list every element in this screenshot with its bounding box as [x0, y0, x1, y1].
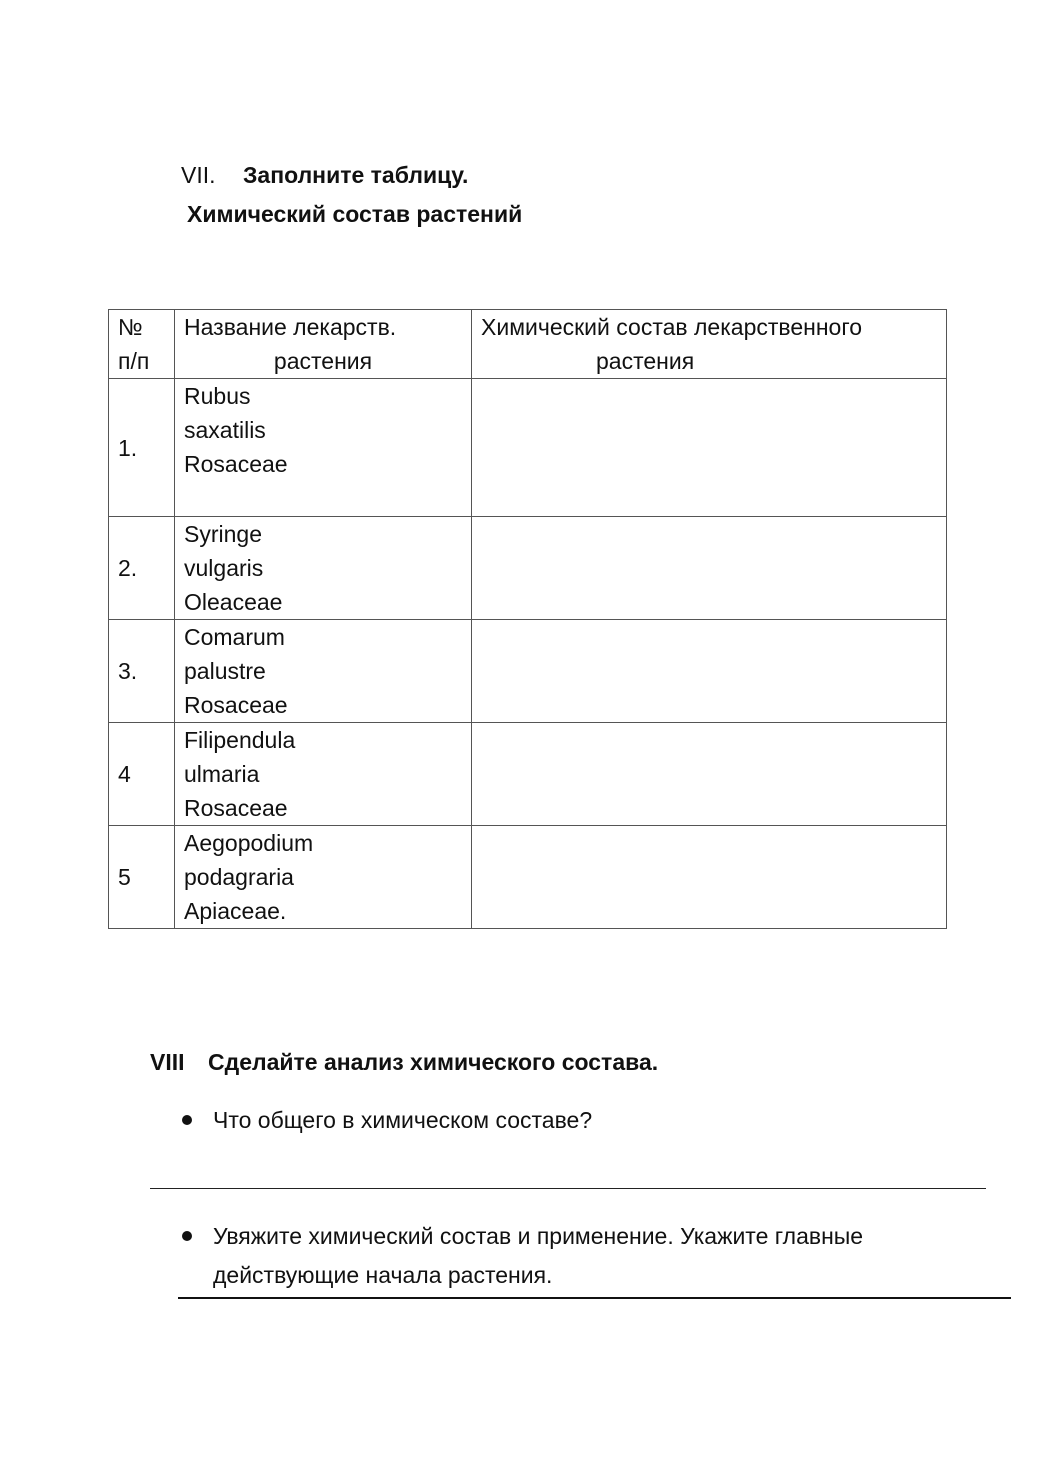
header-number-line1: № [118, 314, 143, 340]
composition-cell[interactable] [472, 517, 947, 620]
plant-name-cell [175, 723, 472, 826]
table-title: Химический состав растений [187, 201, 523, 227]
section-7-number: VII. [181, 162, 216, 188]
row-number: 5 [109, 826, 175, 929]
bullet-icon [182, 1231, 192, 1241]
header-number-line2: п/п [118, 348, 150, 374]
row-number: 1. [109, 379, 175, 517]
answer-line-1[interactable] [150, 1188, 986, 1189]
bullet-icon [182, 1115, 192, 1125]
header-composition [472, 310, 947, 379]
question-2 [182, 1217, 973, 1295]
question-1-text: Что общего в химическом составе? [213, 1107, 593, 1133]
section-8-number: VIII [150, 1049, 185, 1075]
composition-cell[interactable] [472, 379, 947, 517]
plant-species: saxatilis [184, 417, 266, 443]
row-number: 3. [109, 620, 175, 723]
plants-table [108, 309, 947, 929]
header-plant-name-line1: Название лекарств. [184, 314, 397, 340]
question-1 [182, 1101, 973, 1140]
header-composition-line1: Химический состав лекарственного [481, 314, 863, 340]
plant-family: Oleaceae [184, 589, 283, 615]
plant-name-cell [175, 517, 472, 620]
table-row [109, 517, 947, 620]
answer-line-2[interactable] [178, 1297, 1011, 1299]
plant-species: palustre [184, 658, 266, 684]
plant-species: podagraria [184, 864, 294, 890]
header-plant-name-line2: растения [273, 348, 373, 374]
table-row [109, 379, 947, 517]
section-8-heading [150, 1047, 658, 1077]
section-7-heading [181, 160, 468, 190]
plant-family: Rosaceae [184, 795, 288, 821]
section-7-instruction: Заполните таблицу. [243, 162, 469, 188]
question-2-text: Увяжите химический состав и применение. Укажите главные действующие начала растения. [213, 1223, 864, 1288]
plant-genus: Filipendula [184, 727, 296, 753]
plant-family: Rosaceae [184, 451, 288, 477]
table-row [109, 723, 947, 826]
section-8-instruction: Сделайте анализ химического состава. [208, 1049, 659, 1075]
table-row [109, 620, 947, 723]
composition-cell[interactable] [472, 723, 947, 826]
plant-species: vulgaris [184, 555, 264, 581]
table-header-row [109, 310, 947, 379]
plant-name-cell [175, 379, 472, 517]
plant-family: Apiaceae. [184, 898, 287, 924]
row-number: 2. [109, 517, 175, 620]
header-plant-name [175, 310, 472, 379]
plant-species: ulmaria [184, 761, 260, 787]
plant-genus: Comarum [184, 624, 285, 650]
plant-genus: Aegopodium [184, 830, 314, 856]
plant-genus: Rubus [184, 383, 251, 409]
header-number [109, 310, 175, 379]
composition-cell[interactable] [472, 620, 947, 723]
plant-name-cell [175, 620, 472, 723]
header-composition-line2: растения [596, 348, 695, 374]
plant-genus: Syringe [184, 521, 262, 547]
plant-name-cell [175, 826, 472, 929]
table-row [109, 826, 947, 929]
row-number: 4 [109, 723, 175, 826]
plant-family: Rosaceae [184, 692, 288, 718]
composition-cell[interactable] [472, 826, 947, 929]
